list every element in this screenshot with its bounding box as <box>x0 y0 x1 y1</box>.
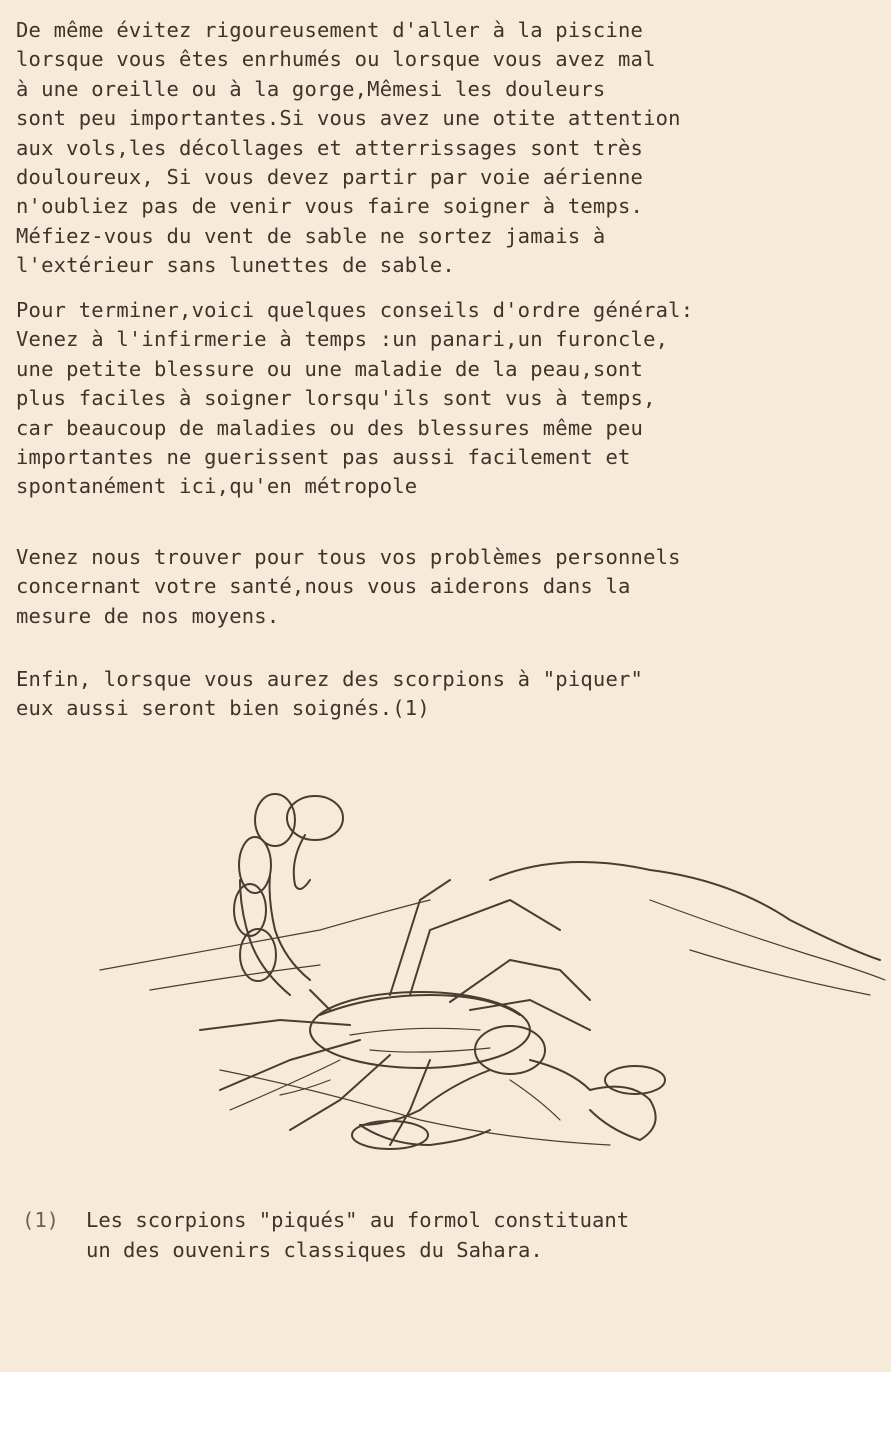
text-line: plus faciles à soigner lorsqu'ils sont vus à temps, <box>16 386 656 411</box>
text-line: concernant votre santé,nous vous aiderons dans la <box>16 574 631 599</box>
text-line: Venez à l'infirmerie à temps :un panari,un furoncle, <box>16 327 669 352</box>
text-line: n'oubliez pas de venir vous faire soigner à temps. <box>16 194 644 219</box>
paragraph-personal-problems <box>16 543 681 631</box>
text-line: mesure de nos moyens. <box>16 603 280 628</box>
footnote-marker: (1) <box>22 1208 60 1232</box>
text-line: une petite blessure ou une maladie de la peau,sont <box>16 356 644 381</box>
text-line: spontanément ici,qu'en métropole <box>16 474 418 499</box>
text-line: aux vols,les décollages et atterrissages sont très <box>16 135 644 160</box>
text-line: lorsque vous êtes enrhumés ou lorsque vous avez mal <box>16 47 656 72</box>
text-line: Venez nous trouver pour tous vos problèmes personnels <box>16 545 681 569</box>
text-line: Enfin, lorsque vous aurez des scorpions à "piquer" <box>16 667 644 691</box>
footnote-text <box>86 1205 629 1265</box>
paragraph-general-advice <box>16 296 693 502</box>
text-line: Les scorpions "piqués" au formol constituant <box>86 1208 630 1232</box>
text-line: Méfiez-vous du vent de sable ne sortez jamais à <box>16 223 606 248</box>
text-line: à une oreille ou à la gorge,Mêmesi les douleurs <box>16 76 606 101</box>
text-line: car beaucoup de maladies ou des blessures même peu <box>16 415 644 440</box>
text-line: l'extérieur sans lunettes de sable. <box>16 253 455 278</box>
text-line: importantes ne guerissent pas aussi facilement et <box>16 445 631 470</box>
paragraph-ear-advice <box>16 16 681 281</box>
text-line: Pour terminer,voici quelques conseils d'ordre général: <box>16 298 694 322</box>
text-line: eux aussi seront bien soignés.(1) <box>16 696 430 721</box>
blank-margin <box>0 1372 891 1433</box>
paragraph-scorpions <box>16 665 643 724</box>
text-line: un des ouvenirs classiques du Sahara. <box>86 1238 543 1262</box>
text-line: sont peu importantes.Si vous avez une otite attention <box>16 106 681 131</box>
text-line: douloureux, Si vous devez partir par voie aérienne <box>16 165 644 190</box>
scorpion-illustration <box>90 780 890 1180</box>
text-line: De même évitez rigoureusement d'aller à la piscine <box>16 18 644 42</box>
